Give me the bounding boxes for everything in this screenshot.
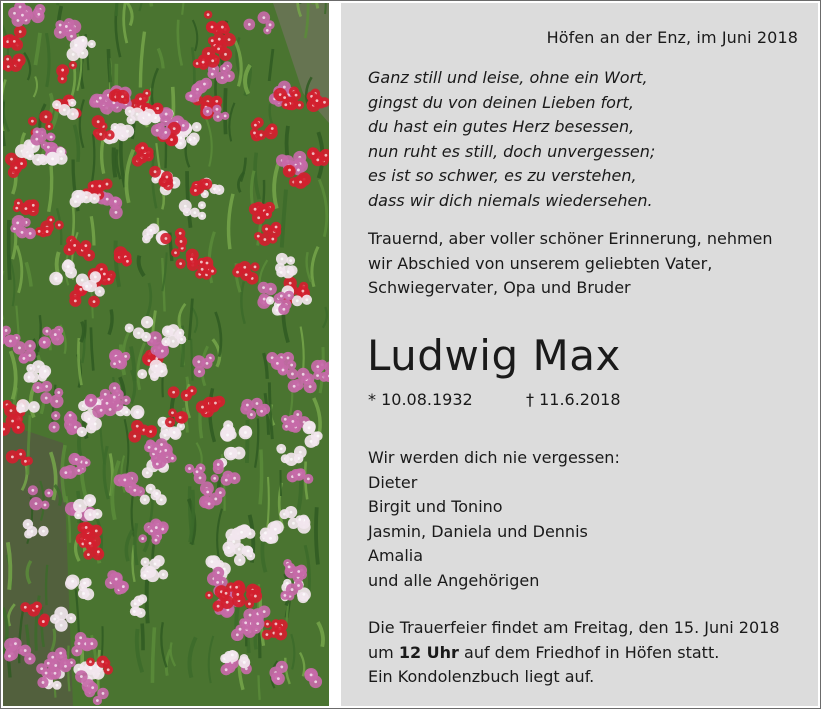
- service-pre: um: [368, 642, 399, 662]
- service-line: Ein Kondolenzbuch liegt auf.: [368, 667, 595, 686]
- service-time: 12 Uhr: [398, 642, 459, 662]
- service-post: auf dem Friedhof in Höfen statt.: [458, 642, 720, 662]
- poem-line: du hast ein gutes Herz besessen,: [368, 117, 635, 136]
- mourner: Dieter: [368, 472, 418, 492]
- funeral-service-info: [368, 616, 780, 690]
- intro-line: Schwiegervater, Opa und Bruder: [368, 278, 631, 297]
- intro-line: wir Abschied von unserem geliebten Vater,: [368, 253, 713, 273]
- intro-line: Trauernd, aber voller schöner Erinnerung, nehmen: [368, 229, 773, 248]
- mourners-list: [368, 446, 620, 593]
- mourner: und alle Angehörigen: [368, 570, 540, 590]
- service-line: Die Trauerfeier findet am Freitag, den 15. Juni 2018: [368, 618, 780, 637]
- mourner: Jasmin, Daniela und Dennis: [368, 521, 588, 541]
- mourners-heading: Wir werden dich nie vergessen:: [368, 448, 620, 467]
- death-date: † 11.6.2018: [526, 390, 621, 409]
- birth-date: * 10.08.1932: [368, 390, 473, 409]
- poem-line: es ist so schwer, es zu verstehen,: [368, 166, 637, 185]
- deceased-name: Ludwig Max: [367, 331, 621, 380]
- mourner: Birgit und Tonino: [368, 497, 503, 516]
- place-date: Höfen an der Enz, im Juni 2018: [546, 28, 798, 47]
- service-line: [368, 641, 780, 666]
- intro-text: [368, 227, 773, 301]
- text-panel: [341, 3, 818, 706]
- flower-bed-image: [3, 3, 329, 706]
- poem: [368, 66, 655, 213]
- poem-line: Ganz still und leise, ohne ein Wort,: [368, 68, 648, 87]
- flower-illustration: [3, 3, 329, 706]
- poem-line: gingst du von deinen Lieben fort,: [368, 92, 634, 112]
- life-dates: [368, 390, 621, 409]
- poem-line: nun ruht es still, doch unvergessen;: [368, 141, 656, 161]
- mourner: Amalia: [368, 546, 424, 565]
- poem-line: dass wir dich niemals wiedersehen.: [368, 190, 653, 210]
